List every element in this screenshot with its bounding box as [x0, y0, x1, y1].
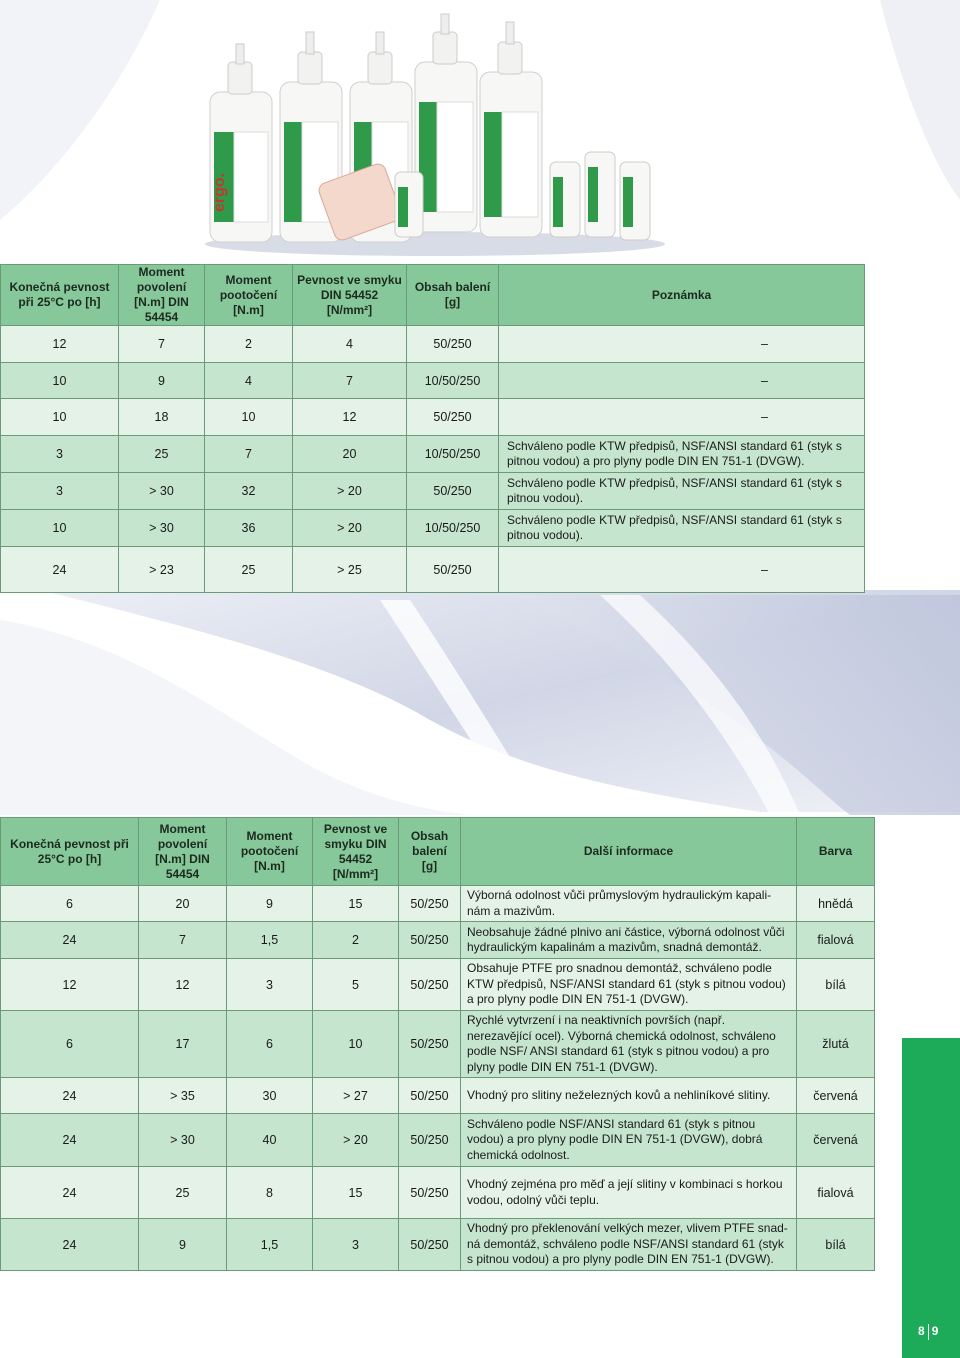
- table-cell: > 27: [313, 1078, 399, 1114]
- header-additional-info: Další informace: [461, 818, 797, 886]
- table-cell: > 30: [119, 473, 205, 510]
- note-cell: Schváleno podle KTW předpisů, NSF/ANSI standard 61 (styk s pitnou vodou).: [499, 473, 865, 510]
- specs-table-2: [0, 817, 875, 1271]
- table-row: [1, 326, 865, 363]
- table-cell: 7: [119, 326, 205, 363]
- table-cell: 15: [313, 1167, 399, 1219]
- color-cell: červená: [797, 1114, 875, 1167]
- header-final-strength: Konečná pevnost při 25°C po [h]: [1, 818, 139, 886]
- info-cell: Vhodný zejména pro měď a její slitiny v kombinaci s horkou vodou, odolný vůči teplu.: [461, 1167, 797, 1219]
- table-cell: 50/250: [399, 959, 461, 1011]
- table-cell: 12: [1, 959, 139, 1011]
- table-cell: > 23: [119, 547, 205, 593]
- table-cell: 50/250: [399, 886, 461, 922]
- table-cell: 12: [293, 399, 407, 436]
- table-cell: 4: [205, 363, 293, 399]
- table-cell: 30: [227, 1078, 313, 1114]
- table-cell: 6: [1, 1011, 139, 1078]
- table-row: [1, 922, 875, 959]
- table-cell: 7: [205, 436, 293, 473]
- table-row: [1, 436, 865, 473]
- table-cell: 20: [139, 886, 227, 922]
- table-cell: 7: [293, 363, 407, 399]
- product-bottles-image: [200, 12, 670, 257]
- note-cell: –: [499, 547, 865, 593]
- page-number-left: 8: [918, 1324, 925, 1339]
- table-header-row: [1, 818, 875, 886]
- color-cell: žlutá: [797, 1011, 875, 1078]
- table-cell: 24: [1, 1114, 139, 1167]
- table-row: [1, 1078, 875, 1114]
- color-cell: hnědá: [797, 886, 875, 922]
- page-number-right: 9: [931, 1324, 939, 1339]
- table-cell: 50/250: [399, 1011, 461, 1078]
- table-cell: > 35: [139, 1078, 227, 1114]
- table-cell: 10: [1, 363, 119, 399]
- table-cell: 9: [139, 1219, 227, 1271]
- svg-text:ergo.: ergo.: [211, 172, 228, 212]
- note-cell: Schváleno podle KTW předpisů, NSF/ANSI standard 61 (styk s pitnou vodou) a pro plyny podle DIN EN 751-1 (DVGW).: [499, 436, 865, 473]
- table-cell: 50/250: [407, 326, 499, 363]
- table-cell: 6: [1, 886, 139, 922]
- table-cell: > 30: [139, 1114, 227, 1167]
- info-cell: Schváleno podle NSF/ANSI standard 61 (styk s pitnou vodou) a pro plyny podle DIN EN 751-1 (DVGW), dobrá chemická odolnost.: [461, 1114, 797, 1167]
- table-cell: 8: [227, 1167, 313, 1219]
- table-header-row: [1, 265, 865, 326]
- table-row: [1, 473, 865, 510]
- table-cell: 2: [313, 922, 399, 959]
- header-breakaway-torque: Moment povolení [N.m] DIN 54454: [119, 265, 205, 326]
- table-cell: 50/250: [407, 547, 499, 593]
- table-cell: 40: [227, 1114, 313, 1167]
- header-note: Poznámka: [499, 265, 865, 326]
- table-row: [1, 886, 875, 922]
- table-cell: 1,5: [227, 922, 313, 959]
- header-prevailing-torque: Moment pootočení [N.m]: [227, 818, 313, 886]
- table-cell: 36: [205, 510, 293, 547]
- table-cell: 10: [1, 399, 119, 436]
- table-cell: 3: [313, 1219, 399, 1271]
- table-cell: 24: [1, 1078, 139, 1114]
- info-cell: Neobsahuje žádné plnivo ani částice, výborná odolnost vůči hydraulickým kapalinám a mazivům, snadná demontáž.: [461, 922, 797, 959]
- table-cell: 32: [205, 473, 293, 510]
- table-cell: 10/50/250: [407, 436, 499, 473]
- table-row: [1, 399, 865, 436]
- table-cell: 3: [1, 473, 119, 510]
- table-cell: 3: [227, 959, 313, 1011]
- table-cell: 2: [205, 326, 293, 363]
- table-row: [1, 547, 865, 593]
- table-cell: 10: [1, 510, 119, 547]
- note-cell: Schváleno podle KTW předpisů, NSF/ANSI standard 61 (styk s pitnou vodou).: [499, 510, 865, 547]
- table-cell: 12: [139, 959, 227, 1011]
- info-cell: Výborná odolnost vůči průmyslovým hydraulickým kapali-nám a mazivům.: [461, 886, 797, 922]
- table-cell: 1,5: [227, 1219, 313, 1271]
- table-cell: 24: [1, 1219, 139, 1271]
- header-breakaway-torque: Moment povolení [N.m] DIN 54454: [139, 818, 227, 886]
- table-cell: 15: [313, 886, 399, 922]
- table-row: [1, 1011, 875, 1078]
- color-cell: bílá: [797, 959, 875, 1011]
- color-cell: červená: [797, 1078, 875, 1114]
- color-cell: fialová: [797, 1167, 875, 1219]
- header-package-content: Obsah balení [g]: [407, 265, 499, 326]
- header-prevailing-torque: Moment pootočení [N.m]: [205, 265, 293, 326]
- header-shear-strength: Pevnost ve smyku DIN 54452 [N/mm²]: [313, 818, 399, 886]
- table-cell: 18: [119, 399, 205, 436]
- table-cell: 50/250: [399, 1219, 461, 1271]
- table-cell: 10/50/250: [407, 363, 499, 399]
- table-row: [1, 959, 875, 1011]
- table-cell: 10: [313, 1011, 399, 1078]
- header-shear-strength: Pevnost ve smyku DIN 54452 [N/mm²]: [293, 265, 407, 326]
- table-cell: 24: [1, 547, 119, 593]
- table-cell: 9: [119, 363, 205, 399]
- table-cell: > 25: [293, 547, 407, 593]
- table-row: [1, 1219, 875, 1271]
- table-cell: 25: [139, 1167, 227, 1219]
- table-cell: 50/250: [399, 1167, 461, 1219]
- table-cell: 12: [1, 326, 119, 363]
- table-cell: 25: [205, 547, 293, 593]
- note-cell: –: [499, 363, 865, 399]
- note-cell: –: [499, 326, 865, 363]
- note-cell: –: [499, 399, 865, 436]
- table-cell: 20: [293, 436, 407, 473]
- info-cell: Rychlé vytvrzení i na neaktivních površích (např. nerezavějící ocel). Výborná chemická odolnost, schváleno podle NSF/ ANSI standard 61 (styk s pitnou vodou) a pro plyny podle DIN EN 751-1 (DVGW).: [461, 1011, 797, 1078]
- table-cell: 7: [139, 922, 227, 959]
- table-cell: 3: [1, 436, 119, 473]
- table-cell: > 30: [119, 510, 205, 547]
- table-row: [1, 510, 865, 547]
- page-side-tab: [902, 1038, 960, 1358]
- table-cell: > 20: [293, 473, 407, 510]
- color-cell: fialová: [797, 922, 875, 959]
- info-cell: Vhodný pro překlenování velkých mezer, vlivem PTFE snad-ná demontáž, schváleno podle NSF/ANSI standard 61 (styk s pitnou vodou) a pro plyny podle DIN EN 751-1 (DVGW).: [461, 1219, 797, 1271]
- table-cell: 17: [139, 1011, 227, 1078]
- table-cell: 10: [205, 399, 293, 436]
- header-final-strength: Konečná pevnost při 25°C po [h]: [1, 265, 119, 326]
- table-row: [1, 363, 865, 399]
- table-cell: 9: [227, 886, 313, 922]
- table-cell: 50/250: [407, 399, 499, 436]
- table-cell: 24: [1, 1167, 139, 1219]
- table-cell: 5: [313, 959, 399, 1011]
- table-cell: > 20: [313, 1114, 399, 1167]
- table-cell: 50/250: [399, 922, 461, 959]
- table-cell: 25: [119, 436, 205, 473]
- table-cell: > 20: [293, 510, 407, 547]
- page-divider: [928, 1324, 929, 1340]
- table-cell: 10/50/250: [407, 510, 499, 547]
- color-cell: bílá: [797, 1219, 875, 1271]
- table-cell: 50/250: [399, 1114, 461, 1167]
- table-cell: 50/250: [407, 473, 499, 510]
- specs-table-1: [0, 264, 865, 593]
- table-cell: 6: [227, 1011, 313, 1078]
- info-cell: Obsahuje PTFE pro snadnou demontáž, schváleno podle KTW předpisů, NSF/ANSI standard 61 (styk s pitnou vodou) a pro plyny podle DIN EN 751-1 (DVGW).: [461, 959, 797, 1011]
- table-row: [1, 1114, 875, 1167]
- table-row: [1, 1167, 875, 1219]
- header-package-content: Obsah balení [g]: [399, 818, 461, 886]
- header-color: Barva: [797, 818, 875, 886]
- table-cell: 50/250: [399, 1078, 461, 1114]
- table-cell: 24: [1, 922, 139, 959]
- info-cell: Vhodný pro slitiny neželezných kovů a nehliníkové slitiny.: [461, 1078, 797, 1114]
- page-numbers: [918, 1324, 938, 1340]
- table-cell: 4: [293, 326, 407, 363]
